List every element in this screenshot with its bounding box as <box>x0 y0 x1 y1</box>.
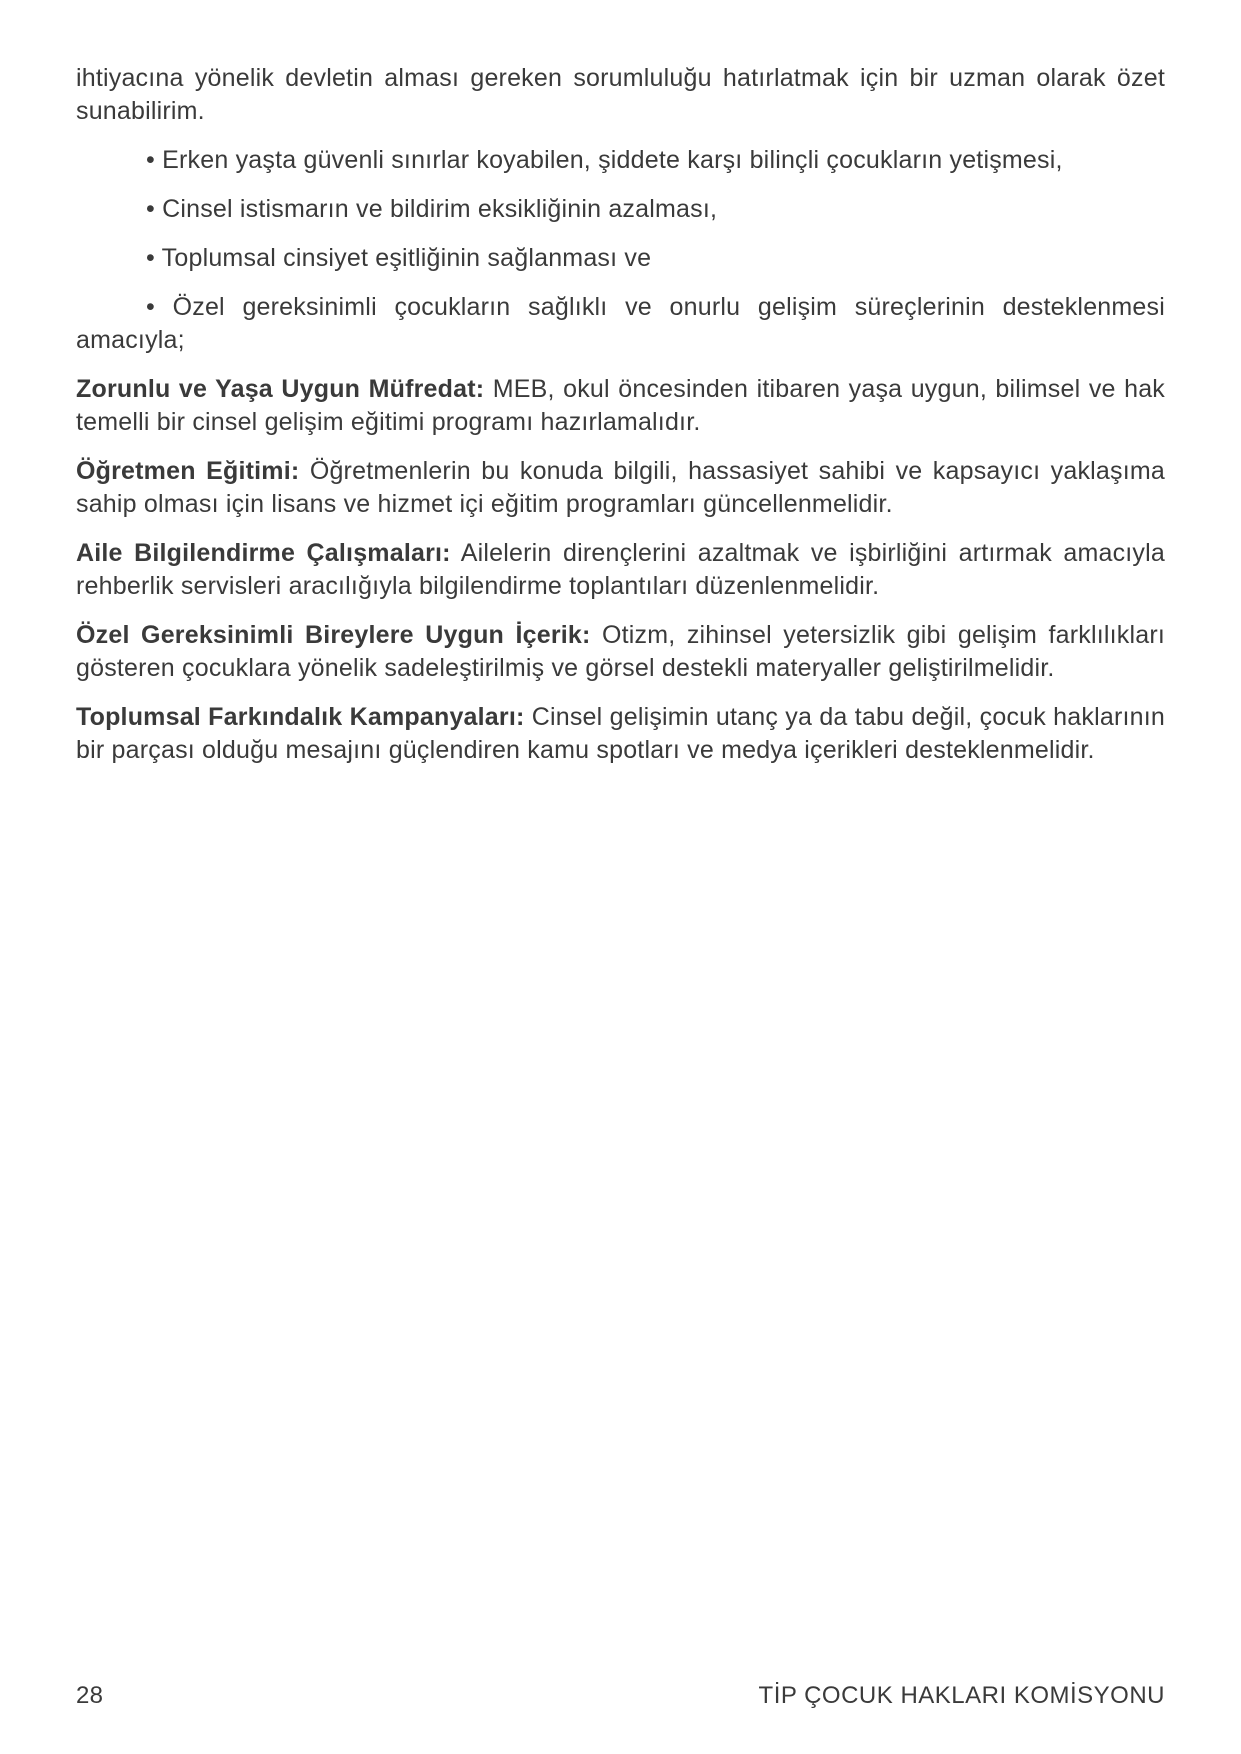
paragraph-body: Öğretmenlerin bu konuda bilgili, hassasiyet sahibi ve kapsayıcı yaklaşıma sahip olması için lisans ve hizmet içi eğitim programları güncellenmelidir. <box>76 457 1165 518</box>
bullet-text: Erken yaşta güvenli sınırlar koyabilen, şiddete karşı bilinçli çocukların yetişmesi, <box>162 146 1063 174</box>
bullet-icon: • <box>146 244 155 272</box>
recommendation-paragraph <box>76 373 1165 439</box>
page-number: 28 <box>76 1682 104 1709</box>
bullet-item <box>76 291 1165 357</box>
paragraph-body: MEB, okul öncesinden itibaren yaşa uygun, bilimsel ve hak temelli bir cinsel gelişim eğitimi programı hazırlamalıdır. <box>76 375 1165 436</box>
bullet-text: Toplumsal cinsiyet eşitliğinin sağlanması ve <box>161 244 652 272</box>
intro-text: ihtiyacına yönelik devletin alması gereken sorumluluğu hatırlatmak için bir uzman olarak özet sunabilirim. <box>76 64 1165 125</box>
bullet-icon: • <box>146 146 155 174</box>
recommendation-paragraph <box>76 455 1165 521</box>
paragraph-body: Cinsel gelişimin utanç ya da tabu değil, çocuk haklarının bir parçası olduğu mesajını güçlendiren kamu spotları ve medya içerikleri desteklenmelidir. <box>76 703 1165 764</box>
bullet-item <box>76 144 1165 177</box>
bullet-icon: • <box>146 293 155 321</box>
bullet-item <box>76 242 1165 275</box>
bullet-item <box>76 193 1165 226</box>
content-area <box>76 62 1165 783</box>
recommendation-paragraph <box>76 701 1165 767</box>
paragraph-lead: Öğretmen Eğitimi: <box>76 457 300 485</box>
paragraph-lead: Zorunlu ve Yaşa Uygun Müfredat: <box>76 375 485 403</box>
paragraph-body: Otizm, zihinsel yetersizlik gibi gelişim farklılıkları gösteren çocuklara yönelik sadeleştirilmiş ve görsel destekli materyaller geliştirilmelidir. <box>76 621 1165 682</box>
bullet-text: Cinsel istismarın ve bildirim eksikliğinin azalması, <box>162 195 718 223</box>
bullet-text: Özel gereksinimli çocukların sağlıklı ve onurlu gelişim süreçlerinin desteklenmesi amacıyla; <box>76 293 1165 354</box>
paragraph-intro <box>76 62 1165 128</box>
paragraph-lead: Toplumsal Farkındalık Kampanyaları: <box>76 703 525 731</box>
paragraph-lead: Özel Gereksinimli Bireylere Uygun İçerik: <box>76 621 591 649</box>
paragraph-body: Ailelerin dirençlerini azaltmak ve işbirliğini artırmak amacıyla rehberlik servisleri aracılığıyla bilgilendirme toplantıları düzenlenmelidir. <box>76 539 1165 600</box>
recommendation-paragraph <box>76 537 1165 603</box>
bullet-icon: • <box>146 195 155 223</box>
page-footer <box>76 1682 1165 1710</box>
footer-title: TİP ÇOCUK HAKLARI KOMİSYONU <box>758 1682 1165 1709</box>
recommendation-paragraph <box>76 619 1165 685</box>
paragraph-lead: Aile Bilgilendirme Çalışmaları: <box>76 539 451 567</box>
